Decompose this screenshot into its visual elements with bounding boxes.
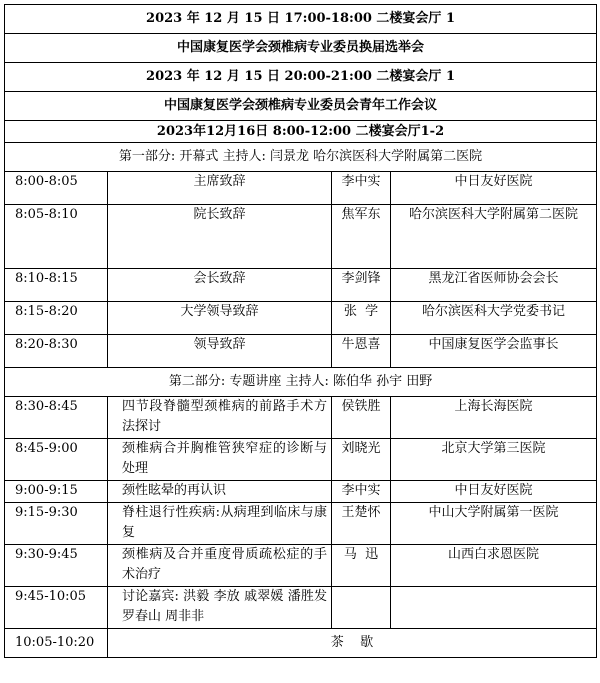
session-title-2: 中国康复医学会颈椎病专业委员会青年工作会议 bbox=[5, 92, 597, 121]
org-cell: 中山大学附属第一医院 bbox=[391, 503, 597, 545]
table-row bbox=[5, 172, 597, 205]
header-row bbox=[5, 34, 597, 63]
speaker-cell: 张 学 bbox=[332, 302, 391, 335]
topic-cell: 颈椎病及合并重度骨质疏松症的手术治疗 bbox=[108, 545, 332, 587]
org-cell: 北京大学第三医院 bbox=[391, 439, 597, 481]
table-row bbox=[5, 587, 597, 629]
session-header-3: 2023年12月16日 8:00-12:00 二楼宴会厅1-2 bbox=[5, 121, 597, 143]
org-cell: 山西白求恩医院 bbox=[391, 545, 597, 587]
topic-cell: 四节段脊髓型颈椎病的前路手术方法探讨 bbox=[108, 397, 332, 439]
time-cell: 9:00-9:15 bbox=[5, 481, 108, 503]
topic-cell: 颈性眩晕的再认识 bbox=[108, 481, 332, 503]
org-cell: 黑龙江省医师协会会长 bbox=[391, 269, 597, 302]
schedule-table bbox=[4, 4, 597, 658]
table-row bbox=[5, 205, 597, 269]
org-cell bbox=[391, 587, 597, 629]
speaker-cell bbox=[332, 587, 391, 629]
topic-cell: 主席致辞 bbox=[108, 172, 332, 205]
time-cell: 9:45-10:05 bbox=[5, 587, 108, 629]
org-cell: 上海长海医院 bbox=[391, 397, 597, 439]
table-row bbox=[5, 269, 597, 302]
topic-cell: 领导致辞 bbox=[108, 335, 332, 368]
header-row bbox=[5, 63, 597, 92]
table-row bbox=[5, 545, 597, 587]
tea-break-cell: 茶 歇 bbox=[108, 629, 597, 658]
time-cell: 8:45-9:00 bbox=[5, 439, 108, 481]
speaker-cell: 王楚怀 bbox=[332, 503, 391, 545]
table-row bbox=[5, 481, 597, 503]
speaker-cell: 李中实 bbox=[332, 481, 391, 503]
table-row bbox=[5, 503, 597, 545]
part2-title: 第二部分: 专题讲座 主持人: 陈伯华 孙宇 田野 bbox=[5, 368, 597, 397]
time-cell: 9:15-9:30 bbox=[5, 503, 108, 545]
speaker-cell: 李剑锋 bbox=[332, 269, 391, 302]
table-row bbox=[5, 397, 597, 439]
discussion-guests-cell: 讨论嘉宾: 洪毅 李放 戚翠媛 潘胜发 罗春山 周非非 bbox=[108, 587, 332, 629]
org-cell: 中日友好医院 bbox=[391, 481, 597, 503]
speaker-cell: 李中实 bbox=[332, 172, 391, 205]
time-cell: 8:10-8:15 bbox=[5, 269, 108, 302]
time-cell: 8:05-8:10 bbox=[5, 205, 108, 269]
time-cell: 8:20-8:30 bbox=[5, 335, 108, 368]
session-header-1: 2023 年 12 月 15 日 17:00-18:00 二楼宴会厅 1 bbox=[5, 5, 597, 34]
table-row bbox=[5, 629, 597, 658]
header-row bbox=[5, 121, 597, 143]
speaker-cell: 马 迅 bbox=[332, 545, 391, 587]
session-title-1: 中国康复医学会颈椎病专业委员换届选举会 bbox=[5, 34, 597, 63]
time-cell: 8:15-8:20 bbox=[5, 302, 108, 335]
time-cell: 10:05-10:20 bbox=[5, 629, 108, 658]
topic-cell: 会长致辞 bbox=[108, 269, 332, 302]
org-cell: 中国康复医学会监事长 bbox=[391, 335, 597, 368]
time-cell: 8:30-8:45 bbox=[5, 397, 108, 439]
header-row bbox=[5, 92, 597, 121]
table-row bbox=[5, 302, 597, 335]
session-header-2: 2023 年 12 月 15 日 20:00-21:00 二楼宴会厅 1 bbox=[5, 63, 597, 92]
speaker-cell: 牛恩喜 bbox=[332, 335, 391, 368]
topic-cell: 脊柱退行性疾病:从病理到临床与康复 bbox=[108, 503, 332, 545]
org-cell: 中日友好医院 bbox=[391, 172, 597, 205]
topic-cell: 颈椎病合并胸椎管狭窄症的诊断与处理 bbox=[108, 439, 332, 481]
time-cell: 8:00-8:05 bbox=[5, 172, 108, 205]
table-row bbox=[5, 439, 597, 481]
speaker-cell: 侯铁胜 bbox=[332, 397, 391, 439]
speaker-cell: 刘晓光 bbox=[332, 439, 391, 481]
topic-cell: 院长致辞 bbox=[108, 205, 332, 269]
header-row bbox=[5, 5, 597, 34]
part1-title: 第一部分: 开幕式 主持人: 闫景龙 哈尔滨医科大学附属第二医院 bbox=[5, 143, 597, 172]
table-row bbox=[5, 335, 597, 368]
speaker-cell: 焦军东 bbox=[332, 205, 391, 269]
org-cell: 哈尔滨医科大学党委书记 bbox=[391, 302, 597, 335]
part-row bbox=[5, 368, 597, 397]
topic-cell: 大学领导致辞 bbox=[108, 302, 332, 335]
time-cell: 9:30-9:45 bbox=[5, 545, 108, 587]
part-row bbox=[5, 143, 597, 172]
org-cell: 哈尔滨医科大学附属第二医院 bbox=[391, 205, 597, 269]
